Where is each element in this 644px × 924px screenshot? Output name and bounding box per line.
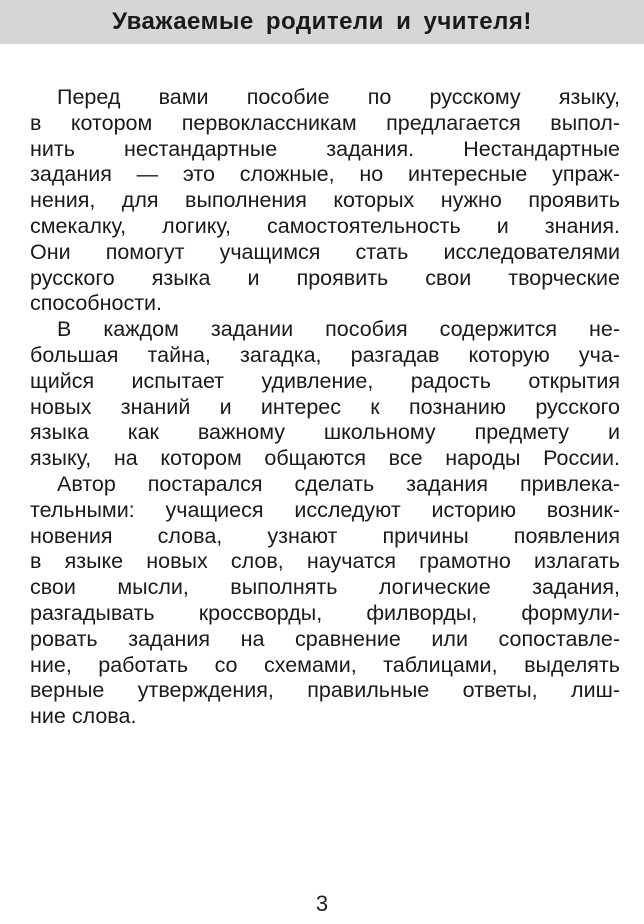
text-line: смекалку, логику, самостоятельность и знания. (30, 213, 620, 238)
text-line: Они помогут учащимся стать исследователями (30, 239, 620, 264)
text-line: новых знаний и интерес к познанию русского (30, 394, 620, 419)
text-line: свои мысли, выполнять логические задания, (30, 575, 620, 600)
text-line: нить нестандартные задания. Нестандартные (30, 136, 620, 161)
text-line: ние слова. (30, 704, 137, 729)
text-line: задания — это сложные, но интересные упраж- (30, 162, 620, 187)
page-title: Уважаемые родители и учителя! (112, 8, 532, 35)
text-line: В каждом задании пособия содержится не- (57, 317, 620, 342)
text-line: способности. (30, 291, 163, 316)
text-line: верные утверждения, правильные ответы, лиш- (30, 678, 620, 703)
page-number: 3 (315, 891, 329, 916)
text-line: Автор постарался сделать задания привлека- (57, 471, 620, 496)
body-text (30, 85, 620, 730)
text-line: языка как важному школьному предмету и (30, 420, 620, 445)
text-line: нения, для выполнения которых нужно проявить (30, 188, 620, 213)
text-line: разгадывать кроссворды, филворды, формули- (30, 600, 620, 625)
text-line: языку, на котором общаются все народы России. (30, 446, 620, 471)
text-line: русского языка и проявить свои творческие (30, 265, 620, 290)
text-line: тельными: учащиеся исследуют историю возник- (30, 497, 620, 522)
text-line: новения слова, узнают причины появления (30, 523, 620, 548)
text-line: в языке новых слов, научатся грамотно излагать (30, 549, 620, 574)
text-line: большая тайна, загадка, разгадав которую уча- (30, 342, 620, 367)
text-line: в котором первоклассникам предлагается выпол- (30, 110, 620, 135)
text-line: Перед вами пособие по русскому языку, (57, 85, 620, 109)
text-line: ние, работать со схемами, таблицами, выделять (30, 652, 620, 677)
text-line: ровать задания на сравнение или сопоставле- (30, 626, 620, 651)
text-line: щийся испытает удивление, радость открытия (30, 368, 620, 393)
